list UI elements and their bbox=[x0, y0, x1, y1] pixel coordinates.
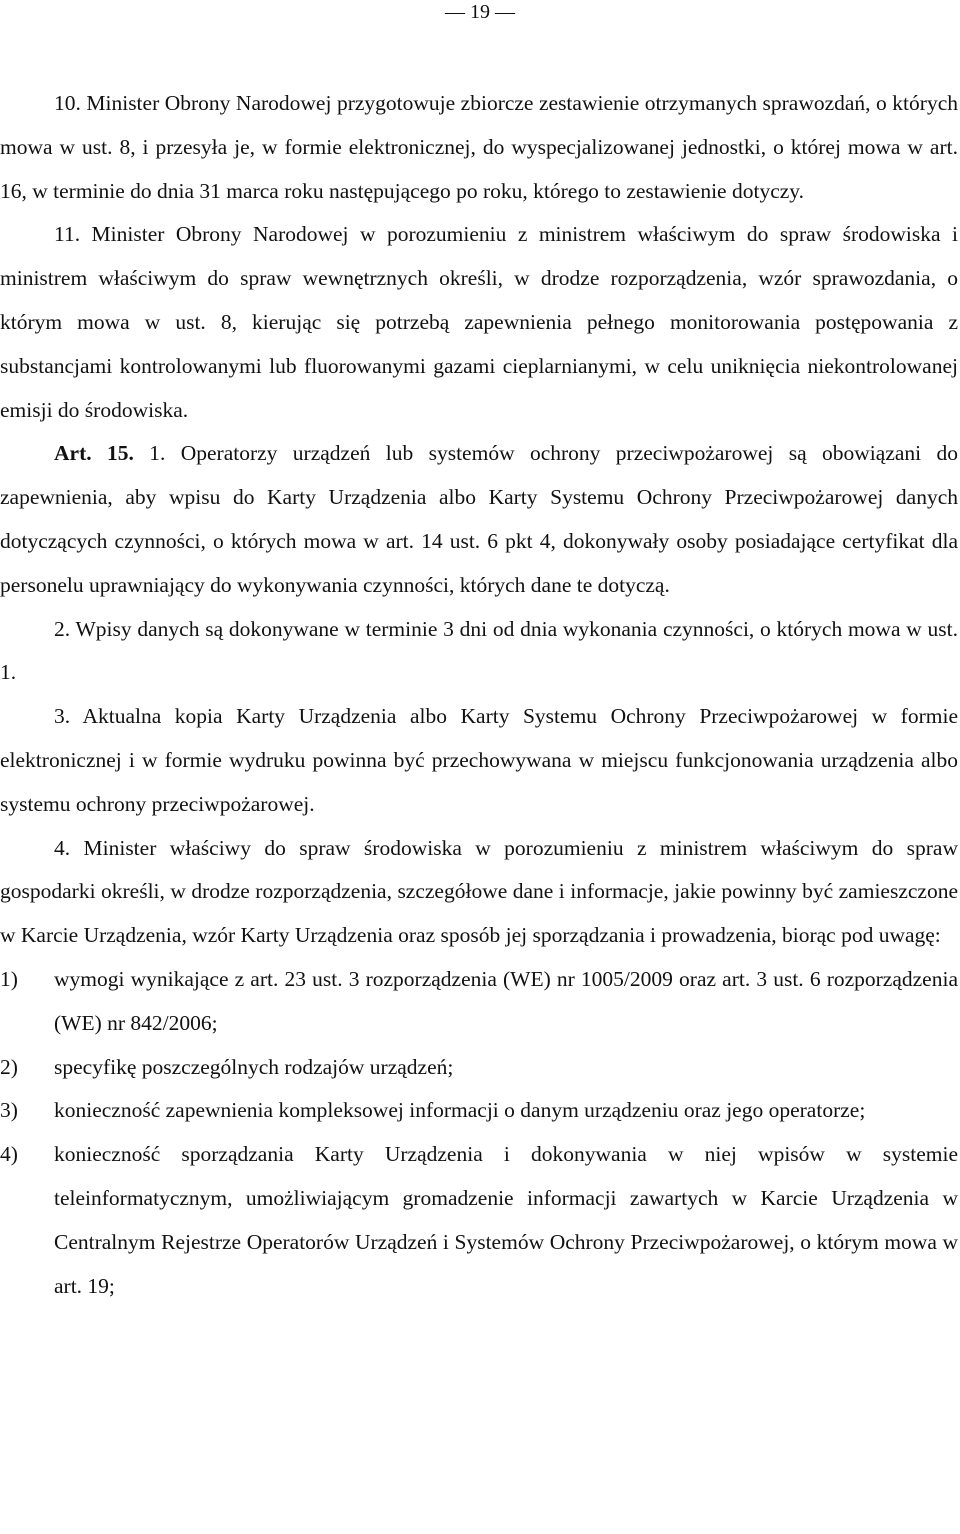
article-15-paragraph-1-text: 1. Operatorzy urządzeń lub systemów ochrony przeciwpożarowej są obowiązani do zapewnienia, aby wpisu do Karty Urządzenia albo Karty Systemu Ochrony Przeciwpożarowej danych dotyczących czynności, o których mowa w art. 14 ust. 6 pkt 4, dokonywały osoby posiadające certyfikat dla personelu uprawniający do wykonywania czynności, których dane te dotyczą. bbox=[0, 441, 958, 597]
article-15-paragraph-1 bbox=[0, 432, 958, 607]
list-item-text: specyfikę poszczególnych rodzajów urządzeń; bbox=[54, 1054, 454, 1079]
article-15-paragraph-4: 4. Minister właściwy do spraw środowiska w porozumieniu z ministrem właściwym do spraw gospodarki określi, w drodze rozporządzenia, szczegółowe dane i informacje, jakie powinny być zamieszczone w Karcie Urządzenia, wzór Karty Urządzenia oraz sposób jej sporządzania i prowadzenia, biorąc pod uwagę: bbox=[0, 835, 958, 948]
list-marker: 4) bbox=[0, 1142, 18, 1167]
paragraph-10: 10. Minister Obrony Narodowej przygotowuje zbiorcze zestawienie otrzymanych sprawozdań, o których mowa w ust. 8, i przesyła je, w formie elektronicznej, do wyspecjalizowanej jednostki, o której mowa w art. 16, w terminie do dnia 31 marca roku następującego po roku, którego to zestawienie dotyczy. bbox=[0, 91, 958, 203]
page-number: — 19 — bbox=[445, 1, 515, 23]
considerations-list bbox=[0, 958, 958, 1308]
list-item bbox=[0, 1089, 958, 1133]
list-item-text: konieczność sporządzania Karty Urządzenia i dokonywania w niej wpisów w systemie teleinformatycznym, umożliwiającym gromadzenie informacji zawartych w Karcie Urządzenia w Centralnym Rejestrze Operatorów Urządzeń i Systemów Ochrony Przeciwpożarowej, o którym mowa w art. 19; bbox=[54, 1142, 958, 1298]
list-item-text: konieczność zapewnienia kompleksowej informacji o danym urządzeniu oraz jego operatorze; bbox=[54, 1098, 866, 1123]
paragraph-11: 11. Minister Obrony Narodowej w porozumieniu z ministrem właściwym do spraw środowiska i ministrem właściwym do spraw wewnętrznych określi, w drodze rozporządzenia, wzór sprawozdania, o którym mowa w ust. 8, kierując się potrzebą zapewnienia pełnego monitorowania postępowania z substancjami kontrolowanymi lub fluorowanymi gazami cieplarnianymi, w celu uniknięcia niekontrolowanej emisji do środowiska. bbox=[0, 222, 958, 422]
list-marker: 2) bbox=[0, 1054, 18, 1079]
list-item bbox=[0, 1133, 958, 1308]
list-marker: 3) bbox=[0, 1098, 18, 1123]
list-item bbox=[0, 1046, 958, 1090]
list-item bbox=[0, 958, 958, 1046]
document-body bbox=[0, 82, 958, 1308]
article-label: Art. 15. bbox=[54, 441, 134, 466]
article-15-paragraph-3: 3. Aktualna kopia Karty Urządzenia albo Karty Systemu Ochrony Przeciwpożarowej w formie elektronicznej i w formie wydruku powinna być przechowywana w miejscu funkcjonowania urządzenia albo systemu ochrony przeciwpożarowej. bbox=[0, 704, 958, 816]
list-item-text: wymogi wynikające z art. 23 ust. 3 rozporządzenia (WE) nr 1005/2009 oraz art. 3 ust. 6 rozporządzenia (WE) nr 842/2006; bbox=[54, 966, 958, 1035]
article-15-paragraph-2: 2. Wpisy danych są dokonywane w terminie 3 dni od dnia wykonania czynności, o których mowa w ust. 1. bbox=[0, 616, 958, 685]
list-marker: 1) bbox=[0, 966, 18, 991]
